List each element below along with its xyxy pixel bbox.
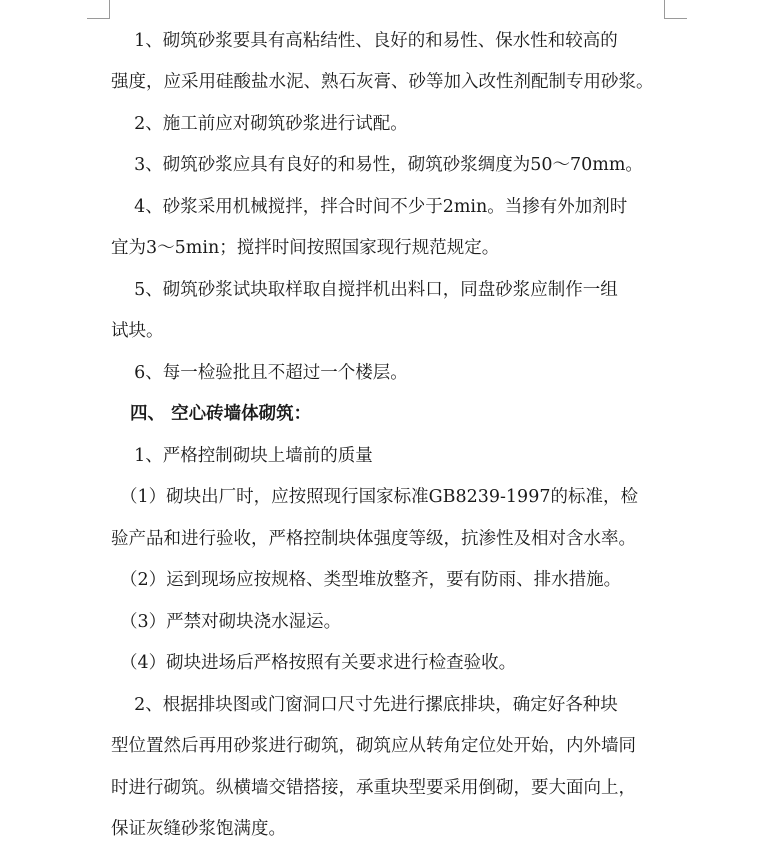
paragraph-line: 1、砌筑砂浆要具有高粘结性、良好的和易性、保水性和较高的 — [111, 31, 618, 51]
paragraph-line: （1）砌块出厂时，应按照现行国家标准GB8239-1997的标准，检 — [120, 487, 638, 507]
paragraph-line: 1、严格控制砌块上墙前的质量 — [111, 446, 373, 466]
section-heading: 四、 空心砖墙体砌筑： — [130, 404, 312, 424]
paragraph-line: 2、施工前应对砌筑砂浆进行试配。 — [111, 114, 408, 134]
paragraph-line: 型位置然后再用砂浆进行砌筑，砌筑应从转角定位处开始，内外墙同 — [111, 736, 636, 756]
paragraph-line: （3）严禁对砌块浇水湿运。 — [120, 612, 342, 632]
paragraph-line: 保证灰缝砂浆饱满度。 — [111, 819, 286, 839]
paragraph-line: 2、根据排块图或门窗洞口尺寸先进行摞底排块，确定好各种块 — [111, 695, 618, 715]
paragraph-line: 4、砂浆采用机械搅拌，拌合时间不少于2min。当掺有外加剂时 — [111, 197, 628, 217]
paragraph-line: 3、砌筑砂浆应具有良好的和易性，砌筑砂浆绸度为50～70mm。 — [111, 155, 643, 175]
paragraph-line: （2）运到现场应按规格、类型堆放整齐，要有防雨、排水措施。 — [120, 570, 622, 590]
paragraph-line: 6、每一检验批且不超过一个楼层。 — [111, 363, 408, 383]
paragraph-line: 宜为3～5min；搅拌时间按照国家现行规范规定。 — [111, 238, 500, 258]
paragraph-line: 强度，应采用硅酸盐水泥、熟石灰膏、砂等加入改性剂配制专用砂浆。 — [111, 72, 654, 92]
paragraph-line: （4）砌块进场后严格按照有关要求进行检查验收。 — [120, 653, 517, 673]
paragraph-line: 时进行砌筑。纵横墙交错搭接，承重块型要采用倒砌，要大面向上， — [111, 778, 636, 798]
paragraph-line: 验产品和进行验收，严格控制块体强度等级，抗渗性及相对含水率。 — [111, 529, 636, 549]
page-corner-mark-left — [87, 0, 110, 19]
paragraph-line: 试块。 — [111, 321, 164, 341]
page-corner-mark-right — [664, 0, 687, 19]
paragraph-line: 5、砌筑砂浆试块取样取自搅拌机出料口，同盘砂浆应制作一组 — [111, 280, 618, 300]
